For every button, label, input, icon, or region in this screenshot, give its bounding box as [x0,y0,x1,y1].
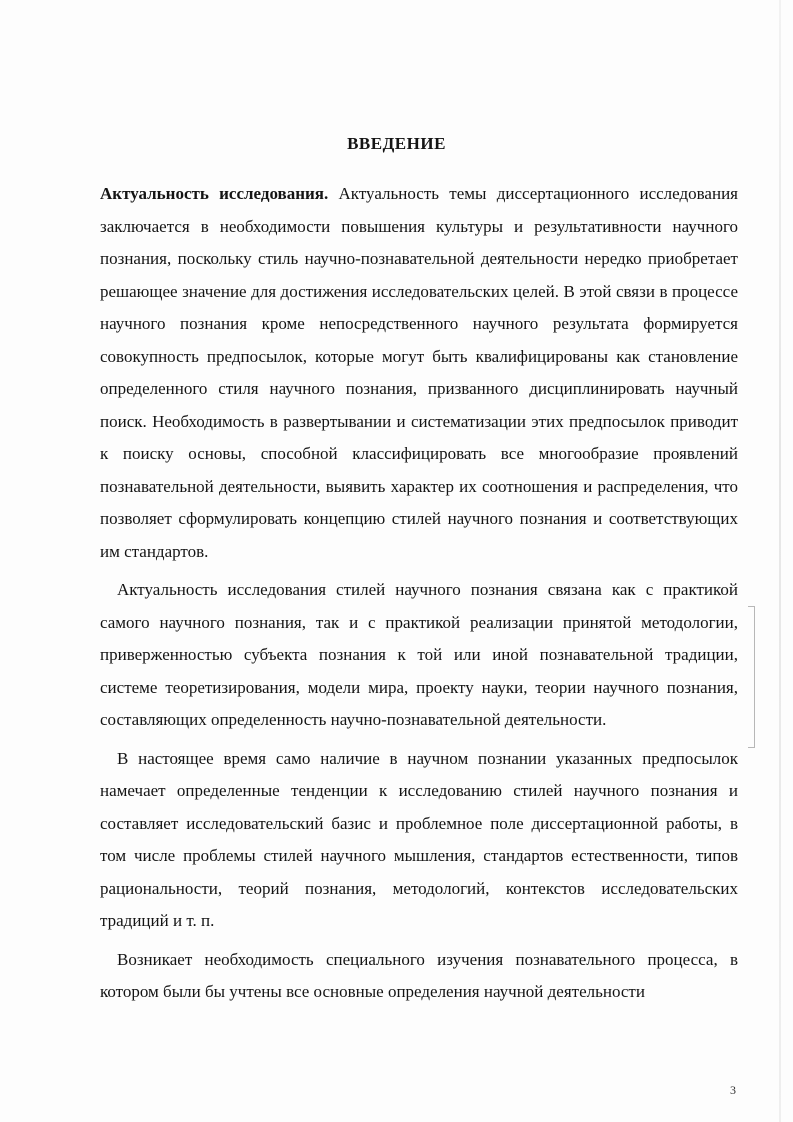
paragraph-practice: Актуальность исследования стилей научного познания связана как с практикой самого научного познания, так и с практикой реализации принятой методологии, приверженностью субъекта познания к той или иной познавательной традиции, системе теоретизирования, модели мира, проекту науки, теории научного познания, составляющих определенность научно-познавательной деятельности. [100,580,738,729]
paragraph-present-time: В настоящее время само наличие в научном познании указанных предпосылок намечает определенные тенденции к исследованию стилей научного познания и составляет исследовательский базис и проблемное поле диссертационной работы, в том числе проблемы стилей научного мышления, стандартов естественности, типов рациональности, теорий познания, методологий, контекстов исследовательских традиций и т. п. [100,748,738,930]
page-number: 3 [730,1083,736,1097]
paragraph-necessity: Возникает необходимость специального изучения познавательного процесса, в котором были бы учтены все основные определения научной деятельности [100,949,738,1001]
paragraph-relevance [100,178,738,568]
page-title: ВВЕДЕНИЕ [347,134,446,153]
paragraph-lead-heading: Актуальность исследования. [100,184,329,203]
paragraph-text: Актуальность темы диссертационного исследования заключается в необходимости повышения культуры и результативности научного познания, поскольку стиль научно-познавательной деятельности нередко приобретает решающее значение для достижения исследовательских целей. В этой связи в процессе научного познания кроме непосредственного научного результата формируется совокупность предпосылок, которые могут быть квалифицированы как становление определенного стиля научного познания, призванного дисциплинировать научный поиск. Необходимость в развертывании и систематизации этих предпосылок приводит к поиску основы, способной классифицировать все многообразие проявлений познавательной деятельности, выявить характер их соотношения и распределения, что позволяет сформулировать концепцию стилей научного познания и соответствующих им стандартов. [100,184,738,561]
scan-edge-shadow [779,0,781,1122]
body-text [100,178,738,1009]
margin-bracket-mark [748,606,755,748]
